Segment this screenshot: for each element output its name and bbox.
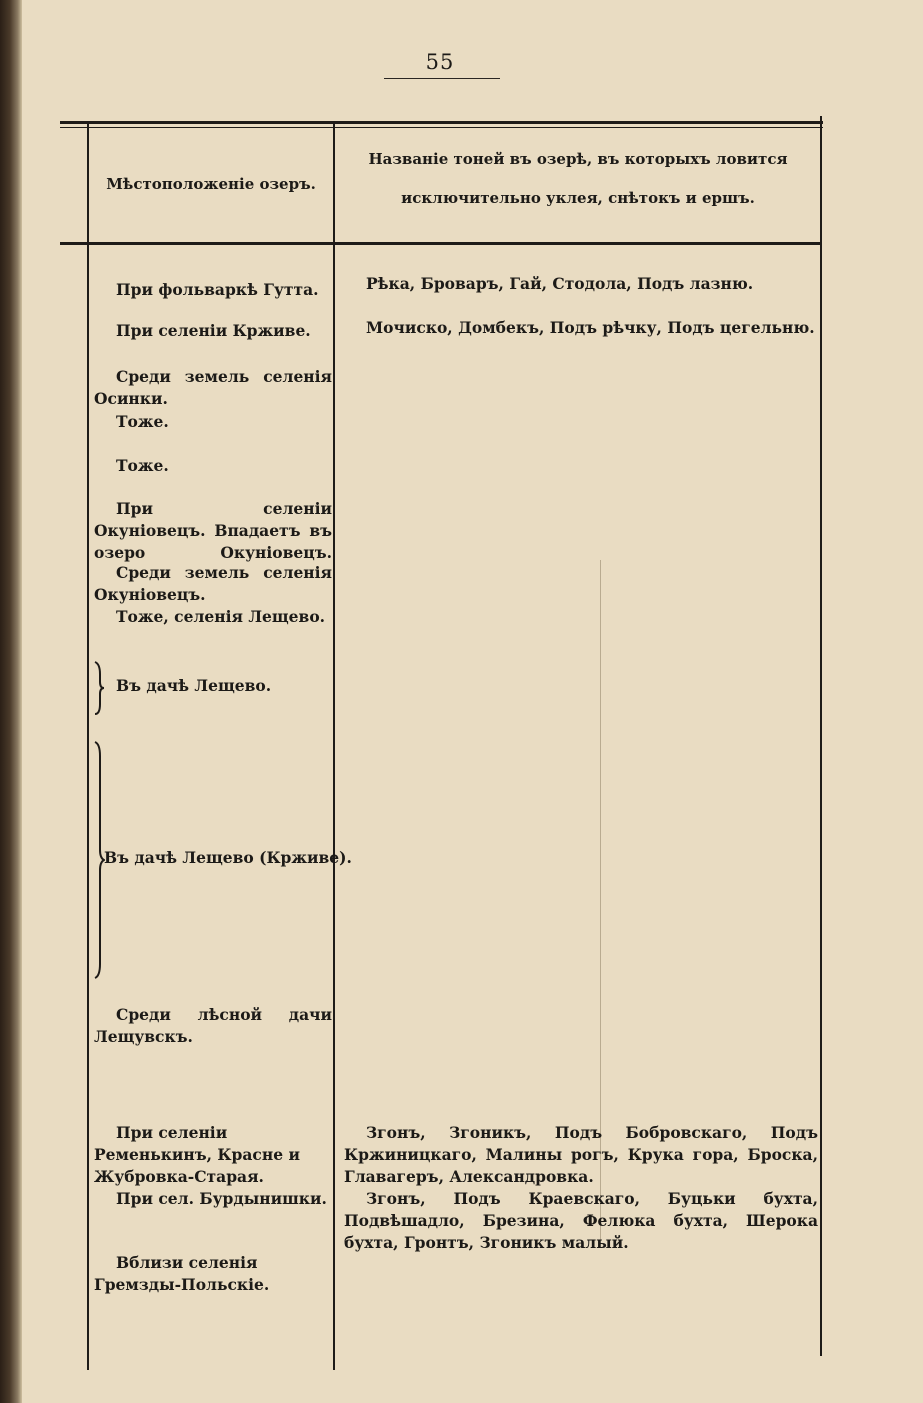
location-row-8: Тоже, селенія Лещево. (116, 607, 326, 626)
location-row-10: Въ дачѣ Лещево (Крживе). (104, 848, 352, 867)
location-row-11: Среди лѣсной дачи Лещувскъ. (94, 1005, 332, 1046)
location-row-4: Тоже. (116, 412, 169, 431)
location-row-5: Тоже. (116, 456, 169, 475)
header-names-line1: Названіе тоней въ озерѣ, въ которыхъ ловится (368, 150, 788, 168)
location-row-7: Среди земель селенія Окуніовецъ. (94, 563, 332, 604)
page-number-rule (384, 78, 500, 79)
location-row-14: Вблизи селенія Гремзды-Польскіе. (94, 1253, 270, 1294)
header-bottom-rule (60, 242, 820, 245)
names-row-2: Мочиско, Домбекъ, Подъ рѣчку, Подъ цегельню. (366, 318, 815, 337)
book-binding-edge (0, 0, 22, 1403)
table-right-border (820, 116, 822, 1356)
location-row-9: Въ дачѣ Лещево. (116, 676, 272, 695)
table-left-border (87, 124, 89, 1370)
location-row-13: При сел. Бурдынишки. (116, 1189, 327, 1208)
names-row-1: Рѣка, Броваръ, Гай, Стодола, Подъ лазню. (366, 274, 754, 293)
table-top-rule-thin (60, 127, 823, 128)
names-row-13: Згонъ, Подъ Краевскаго, Буцьки бухта, Подвѣшадло, Брезина, Фелюка бухта, Шерока бухта, Гронтъ, Згоникъ малый. (344, 1189, 818, 1252)
location-row-3: Среди земель селенія Осинки. (94, 367, 332, 408)
header-names-line2: исключительно уклея, снѣтокъ и ершъ. (401, 189, 755, 207)
location-row-2: При селеніи Крживе. (116, 321, 311, 340)
column-divider (333, 124, 335, 1370)
names-row-12: Згонъ, Згоникъ, Подъ Бобровскаго, Подъ Кржиницкаго, Малины рогъ, Крука гора, Броска, Главагеръ, Александровка. (344, 1123, 818, 1186)
location-row-6: При селеніи Окуніовецъ. Впадаетъ въ озеро Окуніовецъ. (94, 499, 332, 562)
brace-lescevo (93, 660, 105, 716)
location-row-1: При фольваркѣ Гутта. (116, 280, 319, 299)
page-number: 55 (425, 50, 455, 74)
table-top-rule (60, 121, 823, 124)
location-row-12: При селеніи Ременькинъ, Красне и Жубровка-Старая. (94, 1123, 300, 1186)
header-location: Мѣстоположеніе озеръ. (106, 175, 316, 193)
